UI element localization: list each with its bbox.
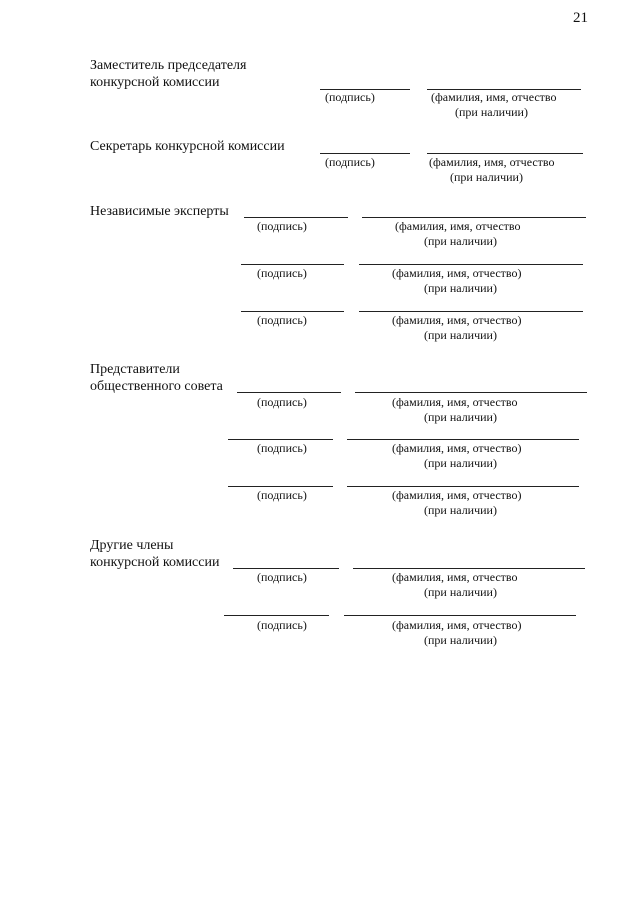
signature-line[interactable]	[241, 264, 344, 265]
if-any-caption: (при наличии)	[424, 234, 497, 248]
fullname-line[interactable]	[427, 153, 583, 154]
fullname-line[interactable]	[347, 486, 579, 487]
fullname-line[interactable]	[362, 217, 586, 218]
if-any-caption: (при наличии)	[424, 633, 497, 647]
fullname-caption: (фамилия, имя, отчество)	[392, 618, 522, 632]
signature-caption: (подпись)	[325, 90, 375, 104]
if-any-caption: (при наличии)	[424, 503, 497, 517]
public-council-label	[90, 361, 223, 395]
if-any-caption: (при наличии)	[424, 328, 497, 342]
fullname-line[interactable]	[355, 392, 587, 393]
fullname-caption: (фамилия, имя, отчество	[431, 90, 557, 104]
secretary-line1: Секретарь конкурсной комиссии	[90, 139, 285, 154]
fullname-line[interactable]	[353, 568, 585, 569]
signature-line[interactable]	[241, 311, 344, 312]
other-members-line2: конкурсной комиссии	[90, 555, 220, 570]
signature-caption: (подпись)	[257, 488, 307, 502]
if-any-caption: (при наличии)	[450, 170, 523, 184]
signature-line[interactable]	[228, 439, 333, 440]
signature-caption: (подпись)	[257, 441, 307, 455]
if-any-caption: (при наличии)	[424, 281, 497, 295]
signature-line[interactable]	[233, 568, 339, 569]
experts-line1: Независимые эксперты	[90, 204, 229, 219]
deputy-chair-line1: Заместитель председателя	[90, 58, 247, 73]
signature-caption: (подпись)	[257, 266, 307, 280]
deputy-chair-label	[90, 57, 246, 91]
signature-line[interactable]	[228, 486, 333, 487]
signature-caption: (подпись)	[257, 219, 307, 233]
public-council-line2: общественного совета	[90, 379, 223, 394]
other-members-line1: Другие члены	[90, 538, 174, 553]
if-any-caption: (при наличии)	[455, 105, 528, 119]
signature-caption: (подпись)	[257, 570, 307, 584]
fullname-caption: (фамилия, имя, отчество)	[392, 488, 522, 502]
signature-line[interactable]	[224, 615, 329, 616]
fullname-line[interactable]	[347, 439, 579, 440]
signature-line[interactable]	[244, 217, 348, 218]
fullname-line[interactable]	[344, 615, 576, 616]
other-members-label	[90, 537, 219, 571]
fullname-line[interactable]	[359, 311, 583, 312]
fullname-caption: (фамилия, имя, отчество)	[392, 313, 522, 327]
page-number: 21	[573, 10, 588, 26]
fullname-caption: (фамилия, имя, отчество	[392, 395, 518, 409]
signature-caption: (подпись)	[257, 395, 307, 409]
if-any-caption: (при наличии)	[424, 410, 497, 424]
fullname-caption: (фамилия, имя, отчество)	[392, 266, 522, 280]
signature-caption: (подпись)	[257, 313, 307, 327]
fullname-caption: (фамилия, имя, отчество	[395, 219, 521, 233]
signature-caption: (подпись)	[325, 155, 375, 169]
fullname-caption: (фамилия, имя, отчество	[429, 155, 555, 169]
fullname-caption: (фамилия, имя, отчество	[392, 570, 518, 584]
deputy-chair-line2: конкурсной комиссии	[90, 75, 220, 90]
experts-label	[90, 203, 229, 220]
if-any-caption: (при наличии)	[424, 456, 497, 470]
signature-caption: (подпись)	[257, 618, 307, 632]
secretary-label	[90, 138, 285, 155]
if-any-caption: (при наличии)	[424, 585, 497, 599]
fullname-line[interactable]	[359, 264, 583, 265]
signature-line[interactable]	[237, 392, 341, 393]
signature-line[interactable]	[320, 153, 410, 154]
fullname-caption: (фамилия, имя, отчество)	[392, 441, 522, 455]
public-council-line1: Представители	[90, 362, 180, 377]
